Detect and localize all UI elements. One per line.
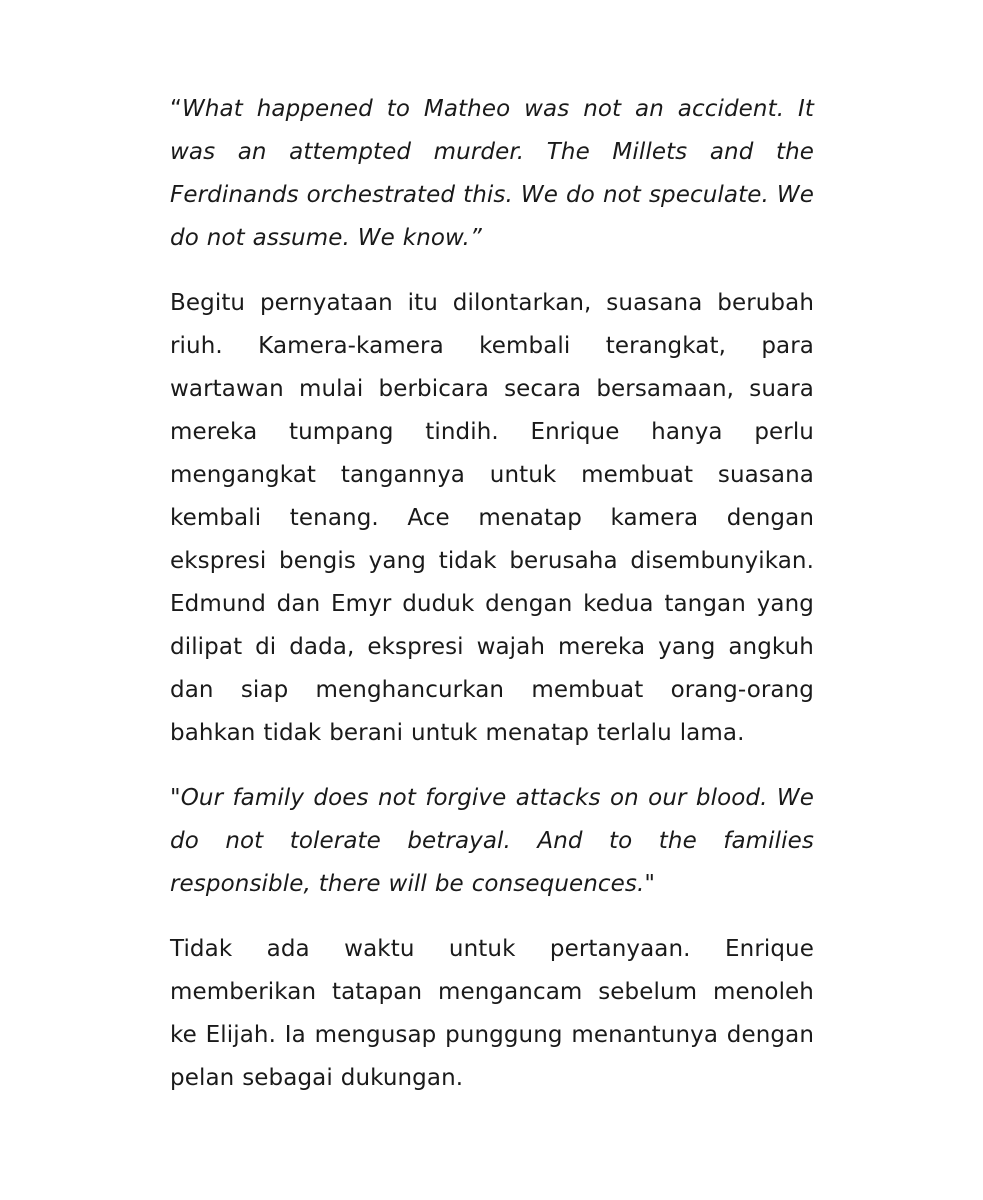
quote-text: Our family does not forgive attacks on our blood. We do not tolerate betrayal. And to the families responsible, there will be consequences. [170,785,814,897]
open-quote: “ [170,96,183,122]
document-page [170,88,814,1122]
close-quote: ” [469,225,482,251]
paragraph-quote-family [170,777,814,906]
paragraph-quote-matheo [170,88,814,260]
paragraph-narration-reaction: Begitu pernyataan itu dilontarkan, suasana berubah riuh. Kamera-kamera kembali terangkat, para wartawan mulai berbicara secara bersamaan, suara mereka tumpang tindih. Enrique hanya perlu mengangkat tangannya untuk membuat suasana kembali tenang. Ace menatap kamera dengan ekspresi bengis yang tidak berusaha disembunyikan. Edmund dan Emyr duduk dengan kedua tangan yang dilipat di dada, ekspresi wajah mereka yang angkuh dan siap menghancurkan membuat orang-orang bahkan tidak berani untuk menatap terlalu lama. [170,290,814,746]
quote-text: What happened to Matheo was not an accident. It was an attempted murder. The Millets and the Ferdinands orchestrated this. We do not speculate. We do not assume. We know. [170,96,814,251]
paragraph-narration-closing: Tidak ada waktu untuk pertanyaan. Enrique memberikan tatapan mengancam sebelum menoleh ke Elijah. Ia mengusap punggung menantunya dengan pelan sebagai dukungan. [170,936,814,1091]
close-quote: " [644,871,656,897]
open-quote: " [170,785,181,811]
